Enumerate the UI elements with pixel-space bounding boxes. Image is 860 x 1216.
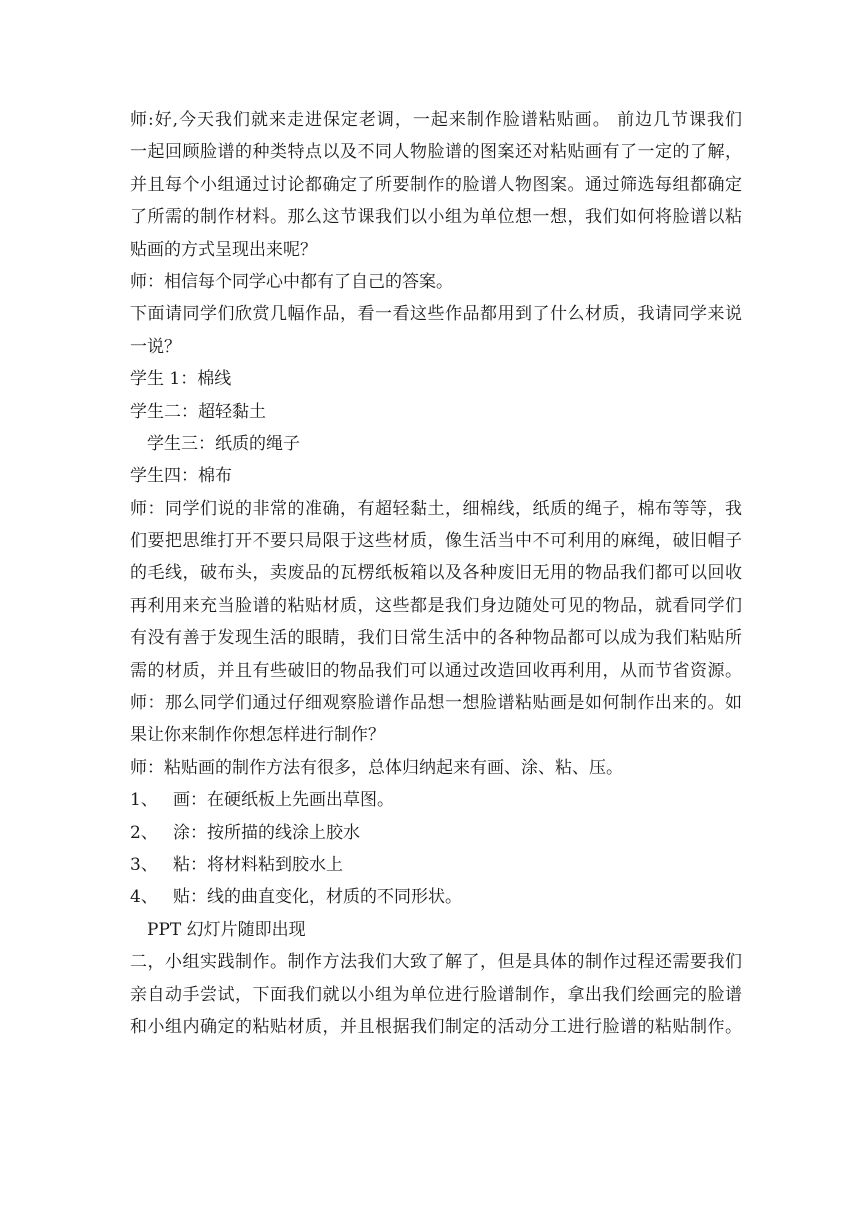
list-text: 粘：将材料粘到胶水上 (173, 854, 343, 875)
list-number: 3、 (130, 854, 158, 875)
text-line: 师:好,今天我们就来走进保定老调，一起来制作脸谱粘贴画。 前边几节课我们 (130, 110, 742, 130)
text-line: 学生二：超轻黏土 (130, 401, 266, 422)
text-line: 和小组内确定的粘贴材质，并且根据我们制定的活动分工进行脸谱的粘贴制作。 (130, 1016, 742, 1037)
text-line: 师：粘贴画的制作方法有很多，总体归纳起来有画、涂、粘、压。 (130, 757, 623, 778)
text-line: 一说？ (130, 336, 181, 357)
text-line: 再利用来充当脸谱的粘贴材质，这些都是我们身边随处可见的物品，就看同学们 (130, 595, 742, 616)
text-line: 了所需的制作材料。那么这节课我们以小组为单位想一想，我们如何将脸谱以粘 (130, 207, 742, 228)
text-line: PPT 幻灯片随即出现 (147, 919, 306, 940)
text-line: 亲自动手尝试，下面我们就以小组为单位进行脸谱制作，拿出我们绘画完的脸谱 (130, 984, 742, 1005)
practice-section (130, 914, 742, 1044)
text-line: 师：相信每个同学心中都有了自己的答案。 (130, 271, 453, 292)
text-line: 们要把思维打开不要只局限于这些材质，像生活当中不可利用的麻绳，破旧帽子 (130, 531, 742, 552)
list-number: 4、 (130, 887, 158, 908)
paragraph-block (130, 104, 742, 784)
list-text: 贴：线的曲直变化，材质的不同形状。 (173, 887, 462, 908)
text-line: 学生三：纸质的绳子 (147, 433, 300, 454)
steps-list (130, 784, 742, 914)
list-number: 1、 (130, 790, 158, 811)
text-line: 一起回顾脸谱的种类特点以及不同人物脸谱的图案还对粘贴画有了一定的了解， (130, 142, 742, 163)
text-line: 二，小组实践制作。制作方法我们大致了解了，但是具体的制作过程还需要我们 (130, 952, 742, 973)
text-line: 学生四：棉布 (130, 466, 232, 487)
list-text: 涂：按所描的线涂上胶水 (173, 822, 360, 843)
list-item (130, 817, 742, 849)
list-item (130, 849, 742, 881)
text-line: 学生 1：棉线 (130, 369, 232, 390)
text-line: 下面请同学们欣赏几幅作品，看一看这些作品都用到了什么材质，我请同学来说 (130, 304, 742, 325)
document-page (130, 104, 742, 1043)
text-line: 贴画的方式呈现出来呢？ (130, 239, 317, 260)
text-line: 需的材质，并且有些破旧的物品我们可以通过改造回收再利用，从而节省资源。 (130, 660, 742, 681)
text-line: 的毛线，破布头，卖废品的瓦楞纸板箱以及各种废旧无用的物品我们都可以回收 (130, 563, 742, 584)
text-line: 师：那么同学们通过仔细观察脸谱作品想一想脸谱粘贴画是如何制作出来的。如 (130, 693, 742, 714)
list-number: 2、 (130, 822, 158, 843)
text-line: 有没有善于发现生活的眼睛，我们日常生活中的各种物品都可以成为我们粘贴所 (130, 628, 742, 649)
text-line: 并且每个小组通过讨论都确定了所要制作的脸谱人物图案。通过筛选每组都确定 (130, 174, 742, 195)
list-text: 画：在硬纸板上先画出草图。 (173, 790, 394, 811)
text-line: 果让你来制作你想怎样进行制作？ (130, 725, 385, 746)
text-line: 师：同学们说的非常的准确，有超轻黏土，细棉线，纸质的绳子，棉布等等，我 (130, 498, 742, 519)
list-item (130, 881, 742, 913)
list-item (130, 784, 742, 816)
